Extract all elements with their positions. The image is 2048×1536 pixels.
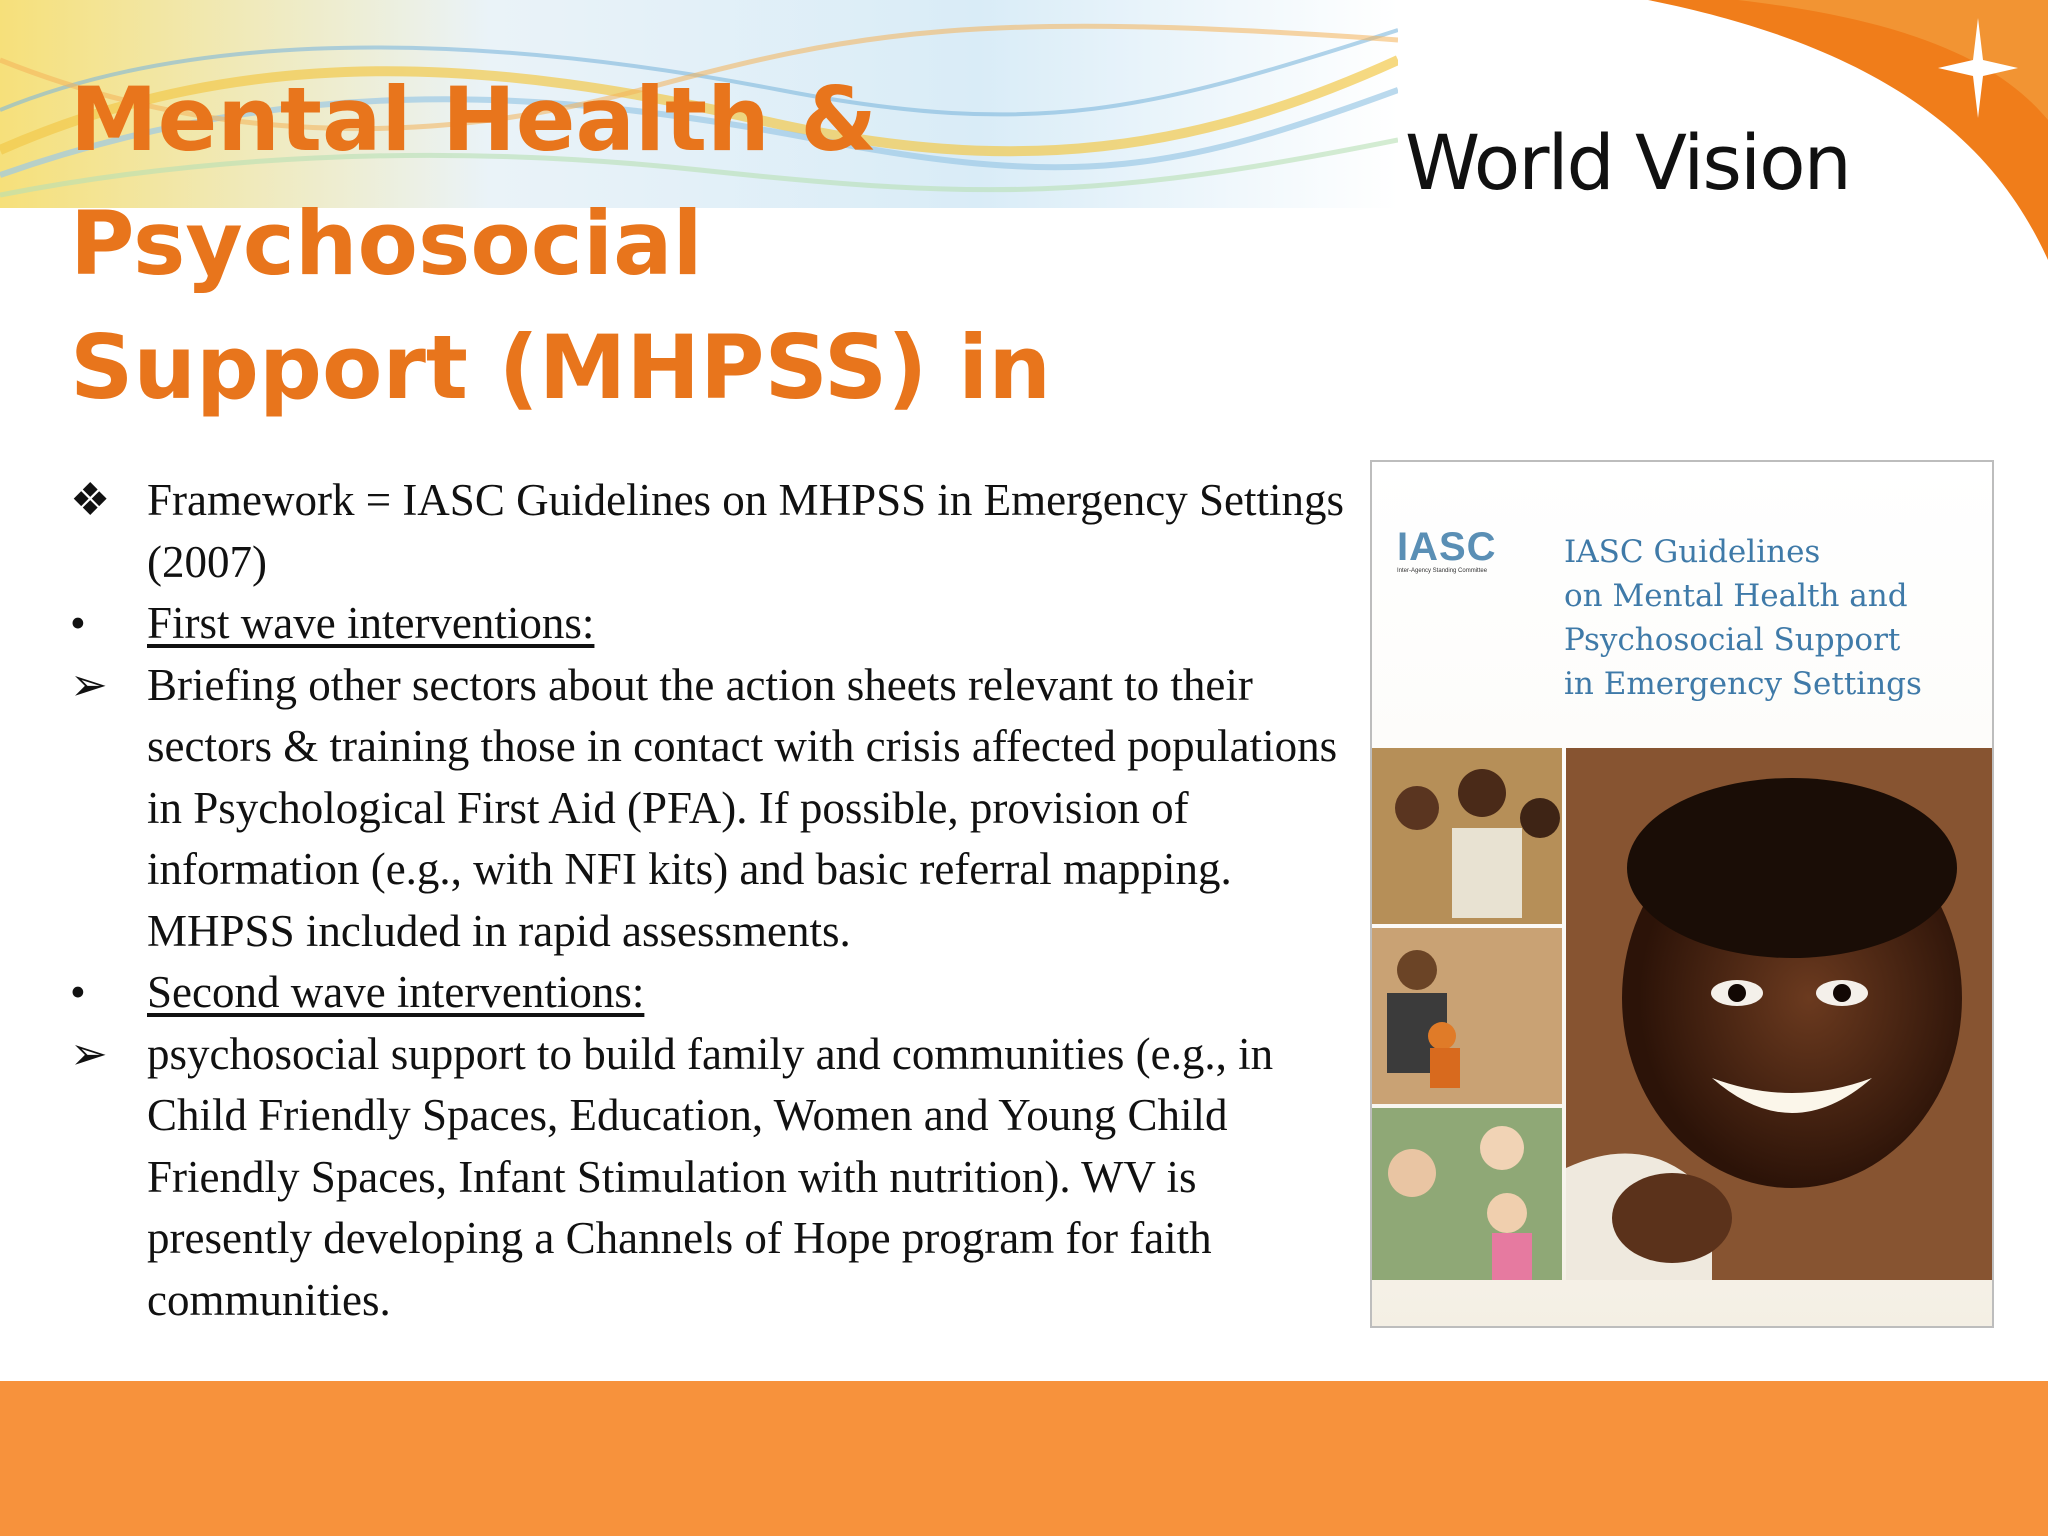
bullet-heading: Second wave interventions: <box>147 967 645 1017</box>
bullet-text: Framework = IASC Guidelines on MHPSS in Emergency Settings (2007) <box>147 475 1345 587</box>
bottom-orange-bar <box>0 1381 2048 1536</box>
sparkle-star-icon <box>1938 18 2018 118</box>
bullet-item <box>70 1024 1370 1332</box>
arrow-bullet-icon: ➢ <box>70 659 108 710</box>
dot-bullet-icon: • <box>70 967 86 1017</box>
cover-title: IASC Guidelines on Mental Health and Psychosocial Support in Emergency Settings <box>1564 534 1922 702</box>
guidelines-cover-image <box>1370 460 1994 1328</box>
iasc-logo: IASC <box>1397 525 1497 569</box>
bullet-heading: First wave interventions: <box>147 598 595 648</box>
bullet-text: psychosocial support to build family and communities (e.g., in Child Friendly Spaces, Education, Women and Young Child Friendly Spaces, Infant Stimulation with nutrition). WV is presently developing a Channels of Hope program for faith communities. <box>147 1028 1274 1325</box>
bullet-item <box>70 470 1370 593</box>
bullet-item <box>70 962 1370 1024</box>
bullet-item <box>70 655 1370 963</box>
dot-bullet-icon: • <box>70 598 86 648</box>
slide-title: Mental Health & Psychosocial Support (MHPSS) in <box>70 68 1051 419</box>
world-vision-logo: World Vision <box>1405 118 1850 207</box>
iasc-logo-subtitle: Inter-Agency Standing Committee <box>1397 568 1488 574</box>
bullet-item <box>70 593 1370 655</box>
cover-photo-collage <box>1372 748 1992 1280</box>
arrow-bullet-icon: ➢ <box>70 1028 108 1079</box>
bullet-text: Briefing other sectors about the action sheets relevant to their sectors & training those in contact with crisis affected populations in Psychological First Aid (PFA). If possible, provision of information (e.g., with NFI kits) and basic referral mapping. MHPSS included in rapid assessments. <box>147 659 1338 956</box>
bullet-list <box>70 470 1370 1331</box>
diamond-bullet-icon: ❖ <box>70 475 111 525</box>
